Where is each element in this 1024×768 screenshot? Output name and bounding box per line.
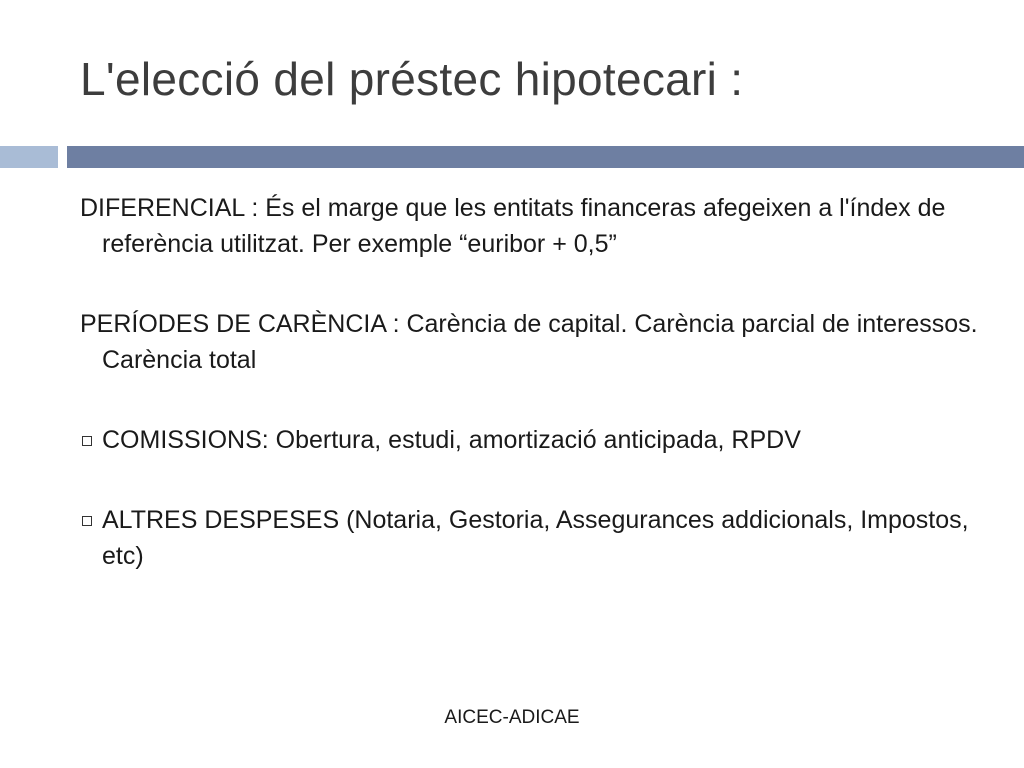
square-bullet-icon — [82, 516, 92, 526]
paragraph-periodes-carencia: PERÍODES DE CARÈNCIA : Carència de capital. Carència parcial de interessos. Carència total — [80, 310, 978, 374]
spacer — [80, 378, 1000, 422]
spacer — [80, 262, 1000, 306]
title-divider-bar — [67, 146, 1024, 168]
square-bullet-icon — [82, 436, 92, 446]
bullet-text-comissions: COMISSIONS: Obertura, estudi, amortizació anticipada, RPDV — [102, 426, 801, 454]
bullet-item-comissions — [80, 422, 1000, 458]
title-divider-accent — [0, 146, 58, 168]
slide-body — [80, 190, 1000, 574]
paragraph-diferencial: DIFERENCIAL : És el marge que les entitats financeras afegeixen a l'índex de referència utilitzat. Per exemple “euribor + 0,5” — [80, 194, 946, 258]
slide-title: L'elecció del préstec hipotecari : — [80, 53, 744, 105]
spacer — [80, 458, 1000, 502]
bullet-item-altres-despeses — [80, 502, 1000, 574]
slide-footer: AICEC-ADICAE — [444, 707, 580, 728]
bullet-text-altres-despeses: ALTRES DESPESES (Notaria, Gestoria, Assegurances addicionals, Impostos, etc) — [102, 506, 969, 570]
